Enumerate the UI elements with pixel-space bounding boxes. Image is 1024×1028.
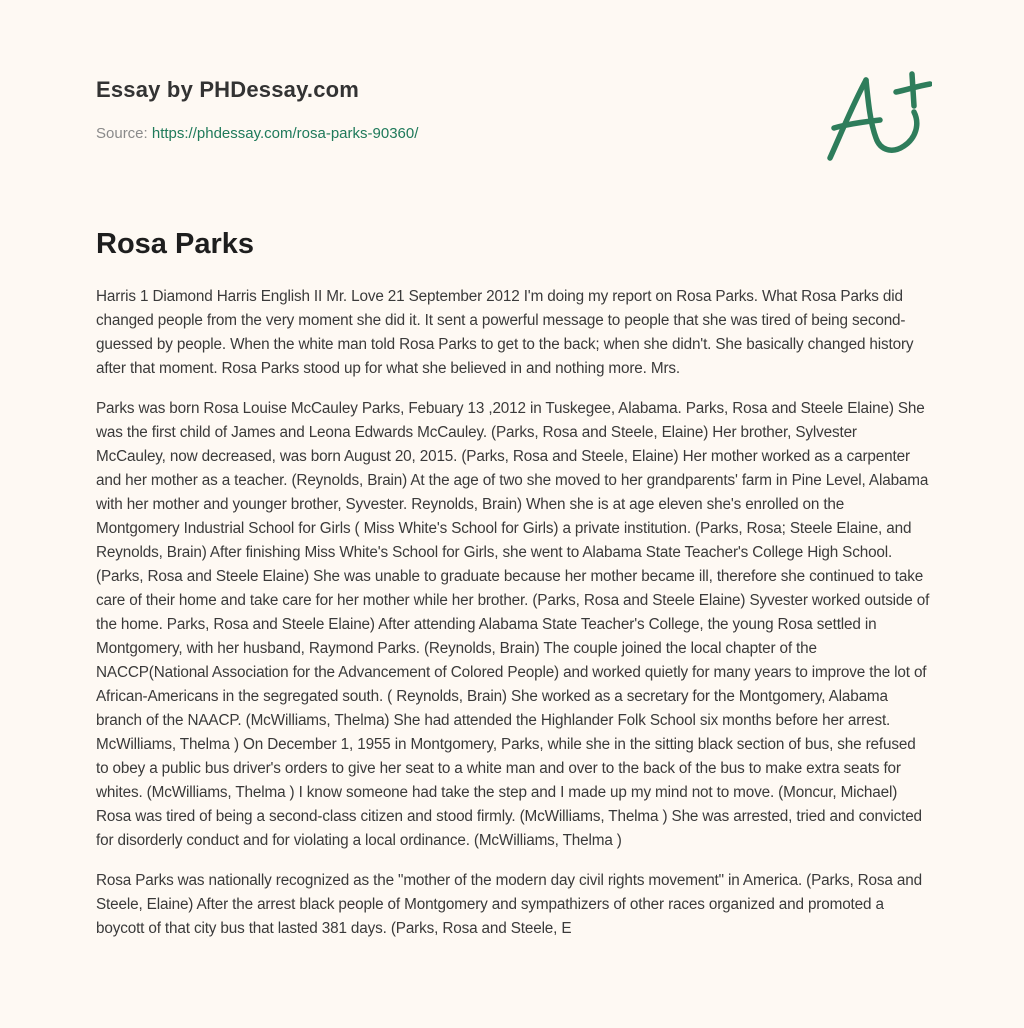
- source-line: [96, 124, 796, 144]
- site-header: [96, 74, 796, 144]
- a-plus-grade-icon: [822, 66, 932, 166]
- essay-paragraph: Harris 1 Diamond Harris English II Mr. Love 21 September 2012 I'm doing my report on Rosa Parks. What Rosa Parks did changed people from the very moment she did it. It sent a powerful message to people that she was tired of being second-guessed by people. When the white man told Rosa Parks to get to the back; when she didn't. She basically changed history after that moment. Rosa Parks stood up for what she believed in and nothing more. Mrs.: [96, 288, 914, 377]
- source-link[interactable]: https://phdessay.com/rosa-parks-90360/: [151, 125, 419, 142]
- essay-paragraph: Rosa Parks was nationally recognized as the "mother of the modern day civil rights movement" in America. (Parks, Rosa and Steele, Elaine) After the arrest black people of Montgomery and sympathizers of other races organized and promoted a boycott of that city bus that lasted 381 days. (Parks, Rosa and Steele, E: [96, 872, 922, 937]
- essay-paragraph: Parks was born Rosa Louise McCauley Parks, Febuary 13 ,2012 in Tuskegee, Alabama. Parks, Rosa and Steele Elaine) She was the first child of James and Leona Edwards McCauley. (Parks, Rosa and Steele, Elaine) Her brother, Sylvester McCauley, now decreased, was born August 20, 2015. (Parks, Rosa and Steele, Elaine) Her mother worked as a carpenter and her mother as a teacher. (Reynolds, Brain) At the age of two she moved to her grandparents' farm in Pine Level, Alabama with her mother and younger brother, Syvester. Reynolds, Brain) When she is at age eleven she's enrolled on the Montgomery Industrial School for Girls ( Miss White's School for Girls) a private institution. (Parks, Rosa; Steele Elaine, and Reynolds, Brain) After finishing Miss White's School for Girls, she went to Alabama State Teacher's College High School. (Parks, Rosa and Steele Elaine) She was unable to graduate because her mother became ill, therefore she continued to take care of their home and take care for her mother while her brother. (Parks, Rosa and Steele Elaine) Syvester worked outside of the home. Parks, Rosa and Steele Elaine) After attending Alabama State Teacher's College, the young Rosa settled in Montgomery, with her husband, Raymond Parks. (Reynolds, Brain) The couple joined the local chapter of the NACCP(National Association for the Advancement of Colored People) and worked quietly for many years to improve the lot of African-Americans in the segregated south. ( Reynolds, Brain) She worked as a secretary for the Montgomery, Alabama branch of the NAACP. (McWilliams, Thelma) She had attended the Highlander Folk School six months before her arrest. McWilliams, Thelma ) On December 1, 1955 in Montgomery, Parks, while she in the sitting black section of bus, she refused to obey a public bus driver's orders to give her seat to a white man and over to the back of the bus to make extra seats for whites. (McWilliams, Thelma ) I know someone had take the step and I made up my mind not to move. (Moncur, Michael) Rosa was tired of being a second-class citizen and stood firmly. (McWilliams, Thelma ) She was arrested, tried and convicted for disorderly conduct and for violating a local ordinance. (McWilliams, Thelma ): [96, 400, 930, 849]
- site-title: Essay by PHDessay.com: [96, 77, 360, 102]
- essay-body: [96, 285, 930, 957]
- source-label: Source:: [96, 125, 148, 142]
- document-title: Rosa Parks: [96, 228, 254, 260]
